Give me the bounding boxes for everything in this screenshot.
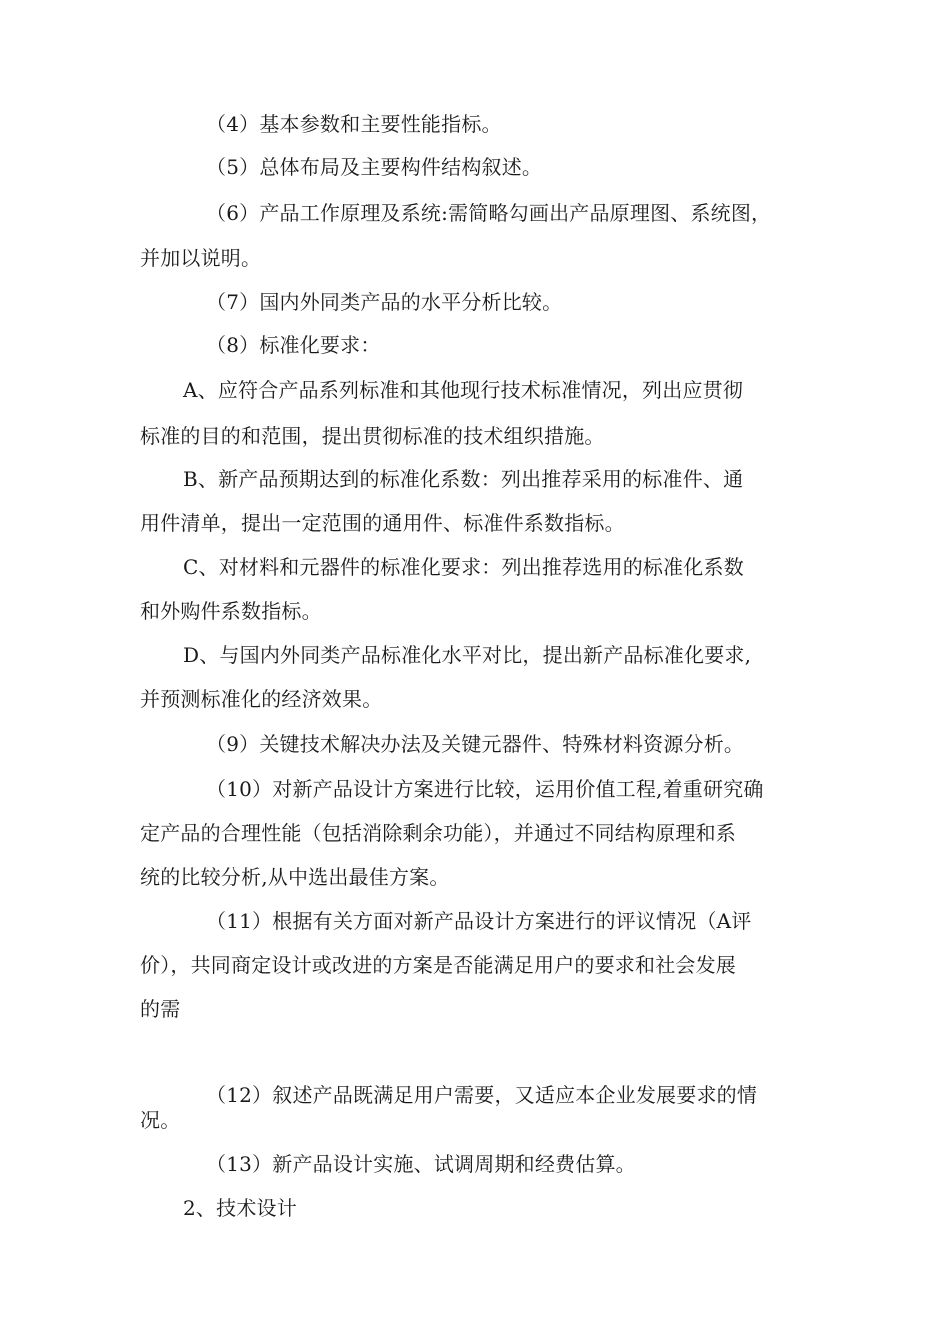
section-heading: 2、技术设计 [183,1196,297,1220]
text-line: B、新产品预期达到的标准化系数：列出推荐采用的标准件、通 [183,467,744,491]
text-line: （12）叙述产品既满足用户需要，又适应本企业发展要求的情 [206,1083,758,1107]
text-line: D、与国内外同类产品标准化水平对比，提出新产品标准化要求, [183,643,752,667]
text-line: 并预测标准化的经济效果。 [140,687,383,711]
text-line: 价），共同商定设计或改进的方案是否能满足用户的要求和社会发展 [140,953,736,977]
text-line: （4）基本参数和主要性能指标。 [206,112,502,136]
text-line: 标准的目的和范围，提出贯彻标准的技术组织措施。 [140,424,605,448]
text-line: （13）新产品设计实施、试调周期和经费估算。 [206,1152,636,1176]
text-line: （9）关键技术解决办法及关键元器件、特殊材料资源分析。 [206,732,745,756]
text-line: （7）国内外同类产品的水平分析比较。 [206,290,563,314]
text-line: A、应符合产品系列标准和其他现行技术标准情况，列出应贯彻 [183,378,744,402]
text-line: C、对材料和元器件的标准化要求：列出推荐选用的标准化系数 [183,555,744,579]
text-line: 况。 [140,1108,181,1132]
text-line: 用件清单，提出一定范围的通用件、标准件系数指标。 [140,511,625,535]
text-line: （10）对新产品设计方案进行比较，运用价值工程,着重研究确 [206,777,764,801]
text-line: （11）根据有关方面对新产品设计方案进行的评议情况（A评 [206,909,752,933]
text-line: 统的比较分析,从中选出最佳方案。 [140,865,450,889]
text-line: 定产品的合理性能（包括消除剩余功能），并通过不同结构原理和系 [140,821,736,845]
text-line: 和外购件系数指标。 [140,599,322,623]
text-line: （6）产品工作原理及系统:需简略勾画出产品原理图、系统图， [206,201,772,225]
text-line: 的需 [140,997,181,1021]
text-line: （5）总体布局及主要构件结构叙述。 [206,155,543,179]
text-line: （8）标准化要求： [206,333,381,357]
text-line: 并加以说明。 [140,246,262,270]
